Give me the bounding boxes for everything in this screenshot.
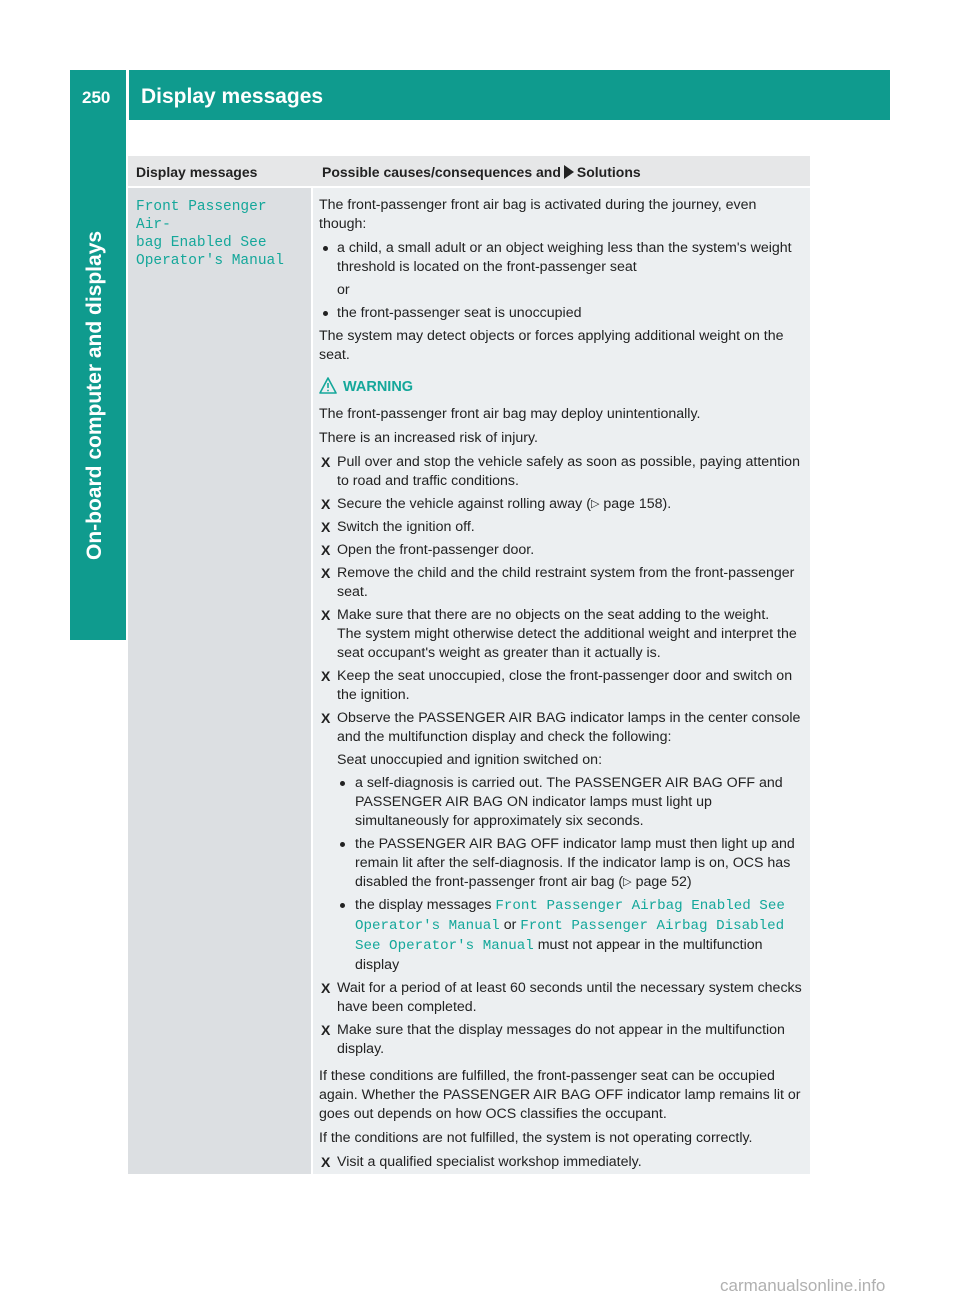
page-ref-icon: ▷: [623, 876, 632, 888]
solution-content: [319, 196, 803, 1176]
check-bullet: the PASSENGER AIR BAG OFF indicator lamp must then light up and remain lit after the self-diagnosis. If the indicator lamp is on, OCS has disabled the front-passenger front air bag (▷ page 52): [319, 835, 803, 892]
inline-display-message: Front Passenger Airbag Disabled See Operator's Manual: [355, 918, 785, 954]
conditions-fulfilled-text: If these conditions are fulfilled, the front-passenger seat can be occupied again. Whether the PASSENGER AIR BAG OFF indicator lamp remains lit or goes out depends on how OCS classifies the occupant.: [319, 1068, 801, 1122]
arrow-right-icon: [564, 165, 574, 179]
action-arrow-icon: X: [321, 565, 331, 581]
detect-text: The system may detect objects or forces applying additional weight on the seat.: [319, 328, 784, 363]
action-arrow-icon: X: [321, 710, 331, 726]
header-divider: [126, 70, 129, 120]
display-message-text: Front Passenger Air‐ bag Enabled See Operator's Manual: [136, 199, 284, 269]
action-arrow-icon: X: [321, 607, 331, 623]
action-arrow-icon: X: [321, 668, 331, 684]
or-text: or: [337, 282, 350, 298]
solution-cell: [313, 188, 810, 1174]
col-header-causes: Possible causes/consequences and Solutions: [322, 164, 641, 180]
action-step: X Remove the child and the child restraint system from the front-passenger seat.: [321, 565, 795, 600]
action-arrow-icon: X: [321, 454, 331, 470]
action-arrow-icon: X: [321, 542, 331, 558]
action-step: X Pull over and stop the vehicle safely as soon as possible, paying attention to road and traffic conditions.: [321, 454, 800, 489]
cause-bullet: a child, a small adult or an object weighing less than the system's weight threshold is located on the front-passenger seat: [319, 239, 803, 277]
page-title: Display messages: [141, 85, 324, 108]
inline-display-message: Front Passenger Airbag Enabled See Operator's Manual: [355, 898, 785, 934]
message-cell: [128, 188, 311, 1174]
check-bullet: a self-diagnosis is carried out. The PASSENGER AIR BAG OFF and PASSENGER AIR BAG ON indicator lamps must light up simultaneously for approximately six seconds.: [319, 774, 803, 831]
page-ref-icon: ▷: [590, 498, 600, 510]
messages-table: [128, 156, 810, 1174]
check-bullet: the display messages Front Passenger Airbag Enabled See Operator's Manual or Front Passenger Airbag Disabled See Operator's Manual must not appear in the multifunction display: [319, 896, 803, 975]
watermark: carmanualsonline.info: [720, 1276, 886, 1295]
action-arrow-icon: X: [321, 1154, 331, 1170]
action-step: X Secure the vehicle against rolling away (▷ page 158).: [321, 496, 672, 512]
sub-heading: Seat unoccupied and ignition switched on:: [337, 752, 603, 768]
action-arrow-icon: X: [321, 519, 331, 535]
warning-triangle-icon: [319, 377, 337, 394]
warning-label: WARNING: [343, 379, 414, 395]
action-step: X Make sure that there are no objects on the seat adding to the weight. The system might otherwise detect the additional weight and interpret the seat occupant's weight as greater than it actually is.: [321, 607, 797, 661]
action-step: X Wait for a period of at least 60 seconds until the necessary system checks have been completed.: [321, 980, 802, 1015]
page-number: 250: [82, 88, 111, 107]
intro-text: The front-passenger front air bag is activated during the journey, even though:: [319, 197, 757, 232]
side-section-label: On-board computer and displays: [83, 230, 106, 560]
action-arrow-icon: X: [321, 980, 331, 996]
conditions-not-fulfilled-text: If the conditions are not fulfilled, the system is not operating correctly.: [319, 1130, 753, 1146]
warning-heading: [319, 377, 803, 397]
action-step: X Visit a qualified specialist workshop immediately.: [321, 1154, 642, 1170]
action-step: X Open the front-passenger door.: [321, 542, 535, 558]
warning-text: There is an increased risk of injury.: [319, 430, 538, 446]
col-header-display-messages: Display messages: [136, 164, 258, 180]
action-step: X Observe the PASSENGER AIR BAG indicator lamps in the center console and the multifunction display and check the following:: [321, 710, 801, 745]
action-arrow-icon: X: [321, 496, 331, 512]
action-step: X Switch the ignition off.: [321, 519, 475, 535]
action-note: The system might otherwise detect the additional weight and interpret the seat occupant's weight as greater than it actually is.: [337, 626, 797, 661]
action-step: X Keep the seat unoccupied, close the front-passenger door and switch on the ignition.: [321, 668, 793, 703]
warning-text: The front-passenger front air bag may deploy unintentionally.: [319, 406, 701, 422]
action-step: X Make sure that the display messages do not appear in the multifunction display.: [321, 1022, 785, 1057]
table-header: [128, 156, 810, 186]
action-arrow-icon: X: [321, 1022, 331, 1038]
cause-bullet: the front-passenger seat is unoccupied: [319, 304, 803, 323]
page-header: [70, 70, 890, 120]
